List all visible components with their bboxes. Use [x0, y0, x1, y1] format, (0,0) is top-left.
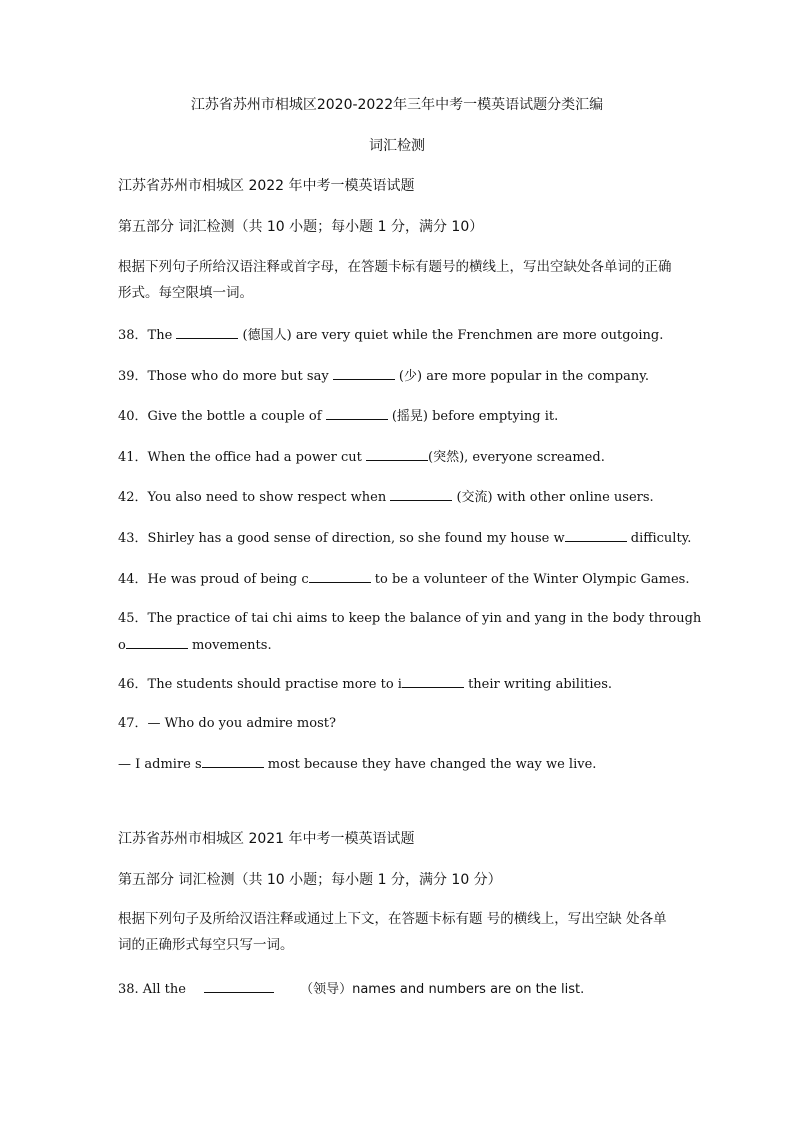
question-text: 38．The — [118, 328, 177, 343]
question-text: 41．When the office had a power cut — [118, 450, 367, 465]
answer-blank[interactable] — [565, 529, 627, 542]
answer-blank[interactable] — [176, 326, 238, 339]
question-text: (德国人) are very quiet while the Frenchmen are more outgoing. — [238, 328, 664, 343]
question-text: o — [118, 638, 126, 653]
answer-blank[interactable] — [309, 570, 371, 583]
question-45-continued — [118, 636, 272, 655]
question-46 — [118, 675, 612, 694]
question-42 — [118, 488, 654, 507]
question-39 — [118, 367, 649, 386]
document-subtitle: 词汇检测 — [369, 138, 425, 154]
section-2022-part: 第五部分 词汇检测（共 10 小题；每小题 1 分，满分 10） — [118, 219, 484, 235]
question-text: their writing abilities. — [463, 677, 612, 692]
question-text: (交流) with other online users. — [452, 490, 654, 505]
question-text: (突然), everyone screamed. — [428, 450, 605, 465]
section-2021-title: 江苏省苏州市相城区 2021 年中考一模英语试题 — [118, 831, 415, 847]
question-44 — [118, 570, 689, 589]
question-text: most because they have changed the way we live. — [263, 757, 597, 772]
question-text: 44．He was proud of being c — [118, 572, 309, 587]
answer-blank[interactable] — [202, 755, 264, 768]
question-text: 38. All the — [118, 982, 191, 997]
question-text: difficulty. — [626, 531, 692, 546]
section-2021-part: 第五部分 词汇检测（共 10 小题；每小题 1 分，满分 10 分） — [118, 872, 502, 888]
answer-blank[interactable] — [402, 675, 464, 688]
answer-blank[interactable] — [366, 448, 428, 461]
question-text: — I admire s — [118, 757, 202, 772]
question-text: 39．Those who do more but say — [118, 369, 333, 384]
question-47-answer — [118, 755, 596, 774]
answer-blank[interactable] — [126, 636, 188, 649]
answer-blank[interactable] — [204, 980, 274, 993]
question-45 — [118, 610, 701, 628]
question-text: （领导）names and numbers are on the list. — [300, 982, 585, 997]
question-text: 47．— Who do you admire most? — [118, 716, 336, 731]
question-text: 43．Shirley has a good sense of direction, so she found my house w — [118, 531, 565, 546]
question-text: (少) are more popular in the company. — [394, 369, 650, 384]
document-title: 江苏省苏州市相城区2020-2022年三年中考一模英语试题分类汇编 — [190, 97, 604, 113]
question-38 — [118, 326, 663, 345]
answer-blank[interactable] — [326, 407, 388, 420]
question-47 — [118, 715, 336, 733]
question-text: 46．The students should practise more to i — [118, 677, 402, 692]
section-2022-instruction: 根据下列句子所给汉语注释或首字母，在答题卡标有题号的横线上，写出空缺处各单词的正确形式。每空限填一词。 — [118, 259, 672, 301]
question-text: movements. — [187, 638, 272, 653]
answer-blank[interactable] — [390, 488, 452, 501]
question-text: to be a volunteer of the Winter Olympic Games. — [370, 572, 690, 587]
question-text: 40．Give the bottle a couple of — [118, 409, 326, 424]
question-40 — [118, 407, 558, 426]
section-2022-title: 江苏省苏州市相城区 2022 年中考一模英语试题 — [118, 178, 415, 194]
section-2021-instruction: 根据下列句子及所给汉语注释或通过上下文，在答题卡标有题 号的横线上，写出空缺 处各单词的正确形式每空只写一词。 — [118, 911, 667, 953]
question-43 — [118, 529, 691, 548]
question-2021-38 — [118, 980, 584, 999]
question-text: 42．You also need to show respect when — [118, 490, 391, 505]
answer-blank[interactable] — [333, 367, 395, 380]
question-41 — [118, 448, 605, 467]
question-text: 45．The practice of tai chi aims to keep the balance of yin and yang in the body through — [118, 611, 702, 626]
question-text: (摇晃) before emptying it. — [387, 409, 559, 424]
